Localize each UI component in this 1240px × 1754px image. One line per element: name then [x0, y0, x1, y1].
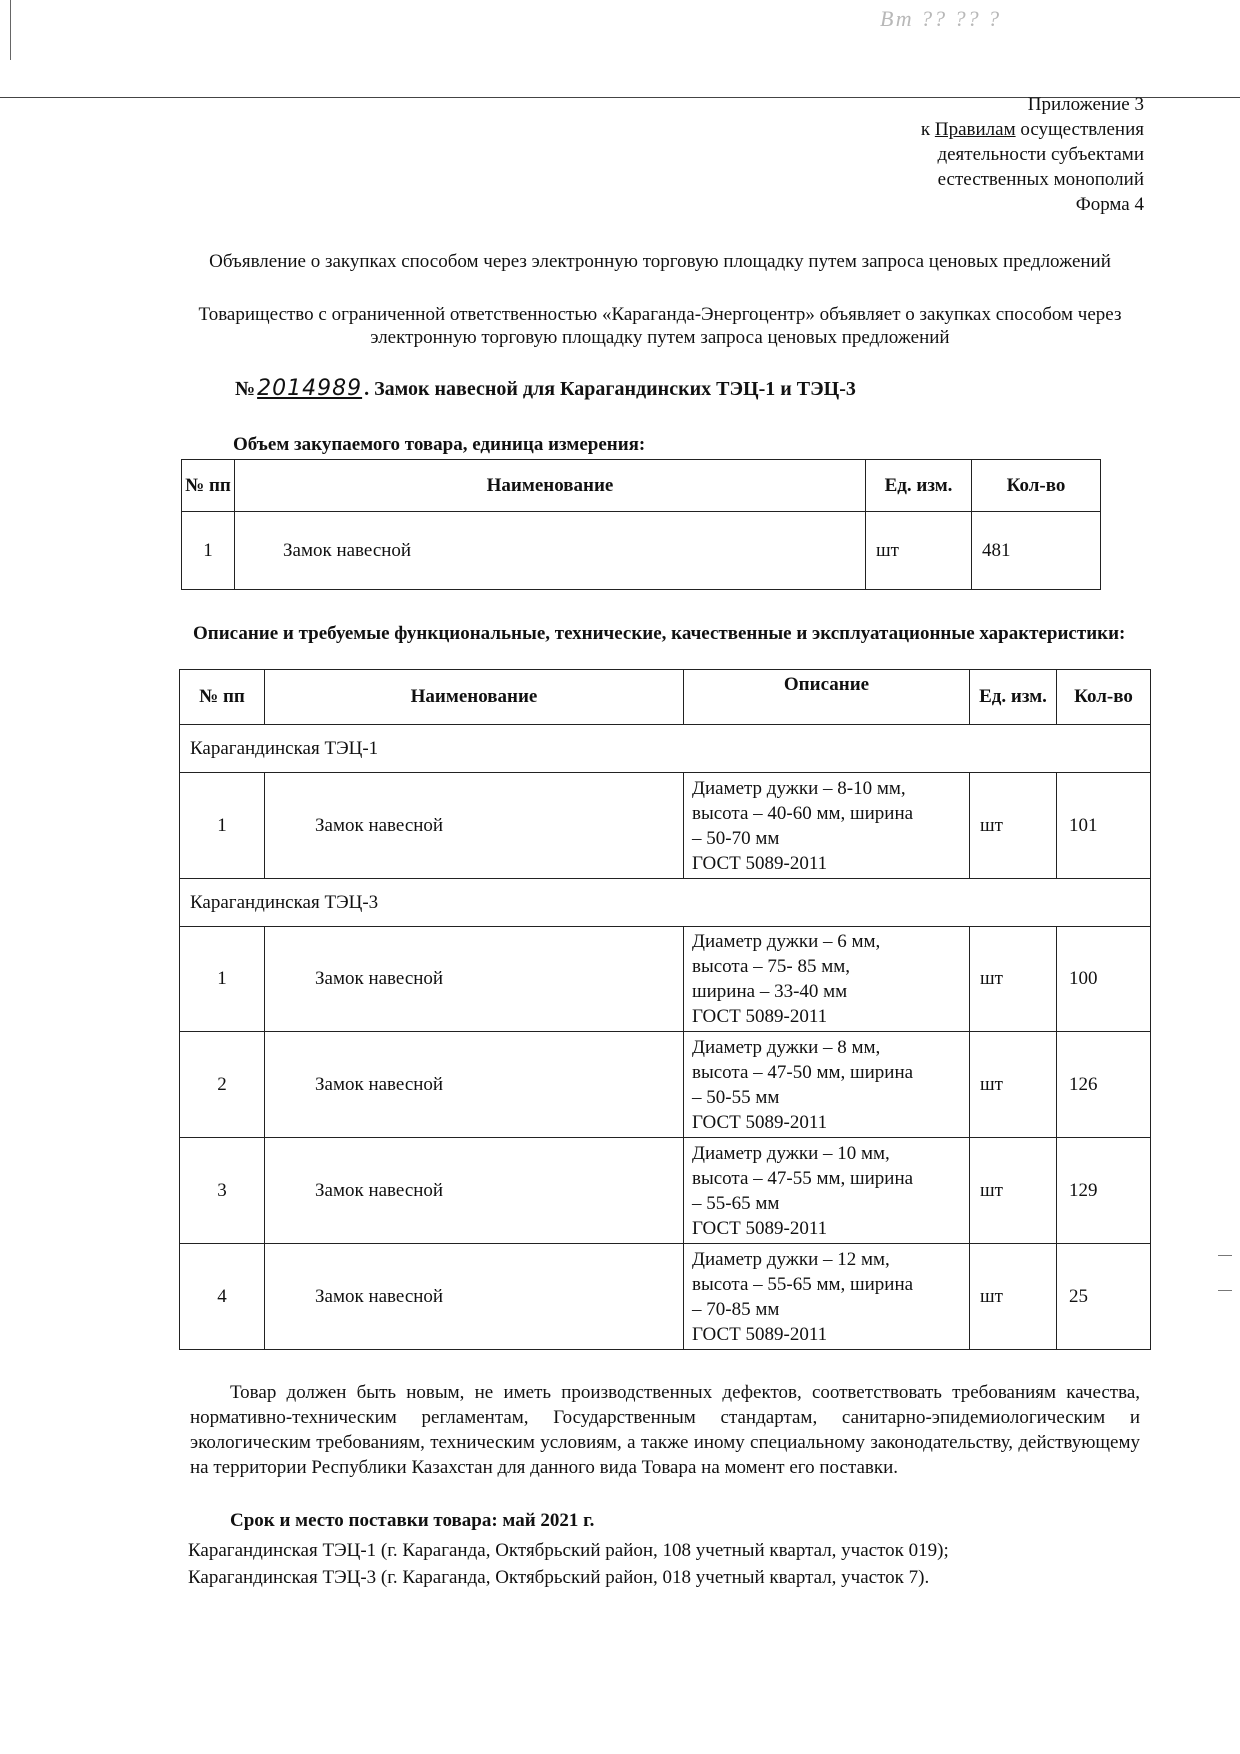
form-number: Форма 4 — [1075, 194, 1144, 215]
table-row — [180, 773, 1151, 879]
rules-link: Правилам — [934, 119, 1016, 140]
row-num: 4 — [180, 1244, 265, 1350]
group-title: Карагандинская ТЭЦ-3 — [180, 879, 1151, 927]
group-row-tec1 — [180, 725, 1151, 773]
appendix-header — [921, 92, 1144, 217]
lot-title: №2014989 . Замок навесной для Карагандинских ТЭЦ-1 и ТЭЦ-3 — [235, 376, 856, 401]
row-qty: 101 — [1057, 773, 1151, 879]
volume-heading: Объем закупаемого товара, единица измерения: — [233, 434, 646, 455]
announcement-heading: Объявление о закупках способом через электронную торговую площадку путем запроса ценовых предложений — [209, 251, 1111, 272]
requirements-paragraph: Товар должен быть новым, не иметь производственных дефектов, соответствовать требованиям качества, нормативно-техническим регламентам, Государственным стандартам, санитарно-эпидемиологическим и экологическим требованиям, техническим условиям, а также иному специальному законодательству, действующему на территории Республики Казахстан для данного вида Товара на момент его поставки. — [190, 1382, 1140, 1478]
header-unit: Ед. изм. — [866, 460, 972, 512]
header-num: № пп — [180, 670, 265, 725]
row-desc: Диаметр дужки – 12 мм, высота – 55-65 мм, ширина – 70-85 мм ГОСТ 5089-2011 — [684, 1244, 970, 1350]
header-desc: Описание — [684, 670, 970, 725]
row-num: 1 — [180, 773, 265, 879]
table-row — [180, 1032, 1151, 1138]
announcement-intro: Товарищество с ограниченной ответственностью «Караганда-Энергоцентр» объявляет о закупках способом через электронную торговую площадку путем запроса ценовых предложений — [198, 304, 1122, 348]
row-unit: шт — [970, 927, 1057, 1032]
row-name: Замок навесной — [265, 1032, 684, 1138]
delivery-value: май 2021 г. — [497, 1510, 595, 1531]
row-num: 3 — [180, 1138, 265, 1244]
header-unit: Ед. изм. — [970, 670, 1057, 725]
row-qty: 100 — [1057, 927, 1151, 1032]
row-name: Замок навесной — [265, 1244, 684, 1350]
appendix-line-3: деятельности субъектами — [937, 144, 1144, 165]
row-desc: Диаметр дужки – 6 мм, высота – 75- 85 мм, ширина – 33-40 мм ГОСТ 5089-2011 — [684, 927, 970, 1032]
table-header-row — [180, 670, 1151, 725]
row-name: Замок навесной — [265, 1138, 684, 1244]
row-num: 2 — [180, 1032, 265, 1138]
row-name: Замок навесной — [235, 512, 866, 590]
scan-edge-line — [10, 0, 11, 60]
delivery-place-tec1: Карагандинская ТЭЦ-1 (г. Караганда, Октябрьский район, 108 учетный квартал, участок 019); — [188, 1540, 949, 1561]
row-desc: Диаметр дужки – 8 мм, высота – 47-50 мм, ширина – 50-55 мм ГОСТ 5089-2011 — [684, 1032, 970, 1138]
spec-table — [179, 669, 1151, 1350]
row-unit: шт — [970, 1244, 1057, 1350]
row-desc: Диаметр дужки – 10 мм, высота – 47-55 мм, ширина – 55-65 мм ГОСТ 5089-2011 — [684, 1138, 970, 1244]
row-qty: 25 — [1057, 1244, 1151, 1350]
table-header-row — [182, 460, 1101, 512]
appendix-line-1: Приложение 3 — [1027, 94, 1144, 115]
faded-stamp: Вт ?? ?? ? — [880, 6, 1002, 31]
table-row — [180, 1138, 1151, 1244]
table-row — [180, 1244, 1151, 1350]
row-desc: Диаметр дужки – 8-10 мм, высота – 40-60 мм, ширина – 50-70 мм ГОСТ 5089-2011 — [684, 773, 970, 879]
header-name: Наименование — [265, 670, 684, 725]
scan-mark — [1218, 1290, 1232, 1291]
row-num: 1 — [180, 927, 265, 1032]
row-qty: 481 — [972, 512, 1101, 590]
row-unit: шт — [970, 1032, 1057, 1138]
table-row — [182, 512, 1101, 590]
delivery-places — [188, 1537, 949, 1591]
row-unit: шт — [970, 773, 1057, 879]
row-unit: шт — [970, 1138, 1057, 1244]
row-name: Замок навесной — [265, 773, 684, 879]
delivery-term — [230, 1510, 594, 1532]
appendix-line-4: естественных монополий — [937, 169, 1144, 190]
row-unit: шт — [866, 512, 972, 590]
row-qty: 129 — [1057, 1138, 1151, 1244]
table-row — [180, 927, 1151, 1032]
header-qty: Кол-во — [1057, 670, 1151, 725]
row-num: 1 — [182, 512, 235, 590]
group-row-tec3 — [180, 879, 1151, 927]
volume-table — [181, 459, 1101, 590]
group-title: Карагандинская ТЭЦ-1 — [180, 725, 1151, 773]
header-qty: Кол-во — [972, 460, 1101, 512]
delivery-label: Срок и место поставки товара: — [230, 1510, 498, 1531]
header-name: Наименование — [235, 460, 866, 512]
scan-mark — [1218, 1255, 1232, 1256]
row-name: Замок навесной — [265, 927, 684, 1032]
header-num: № пп — [182, 460, 235, 512]
spec-heading: Описание и требуемые функциональные, технические, качественные и эксплуатационные характеристики: — [193, 623, 1126, 644]
handwritten-number: 2014989 — [257, 376, 363, 401]
delivery-place-tec3: Карагандинская ТЭЦ-3 (г. Караганда, Октябрьский район, 018 учетный квартал, участок 7). — [188, 1567, 930, 1588]
appendix-line-2: к Правилам осуществления — [920, 119, 1144, 140]
row-qty: 126 — [1057, 1032, 1151, 1138]
